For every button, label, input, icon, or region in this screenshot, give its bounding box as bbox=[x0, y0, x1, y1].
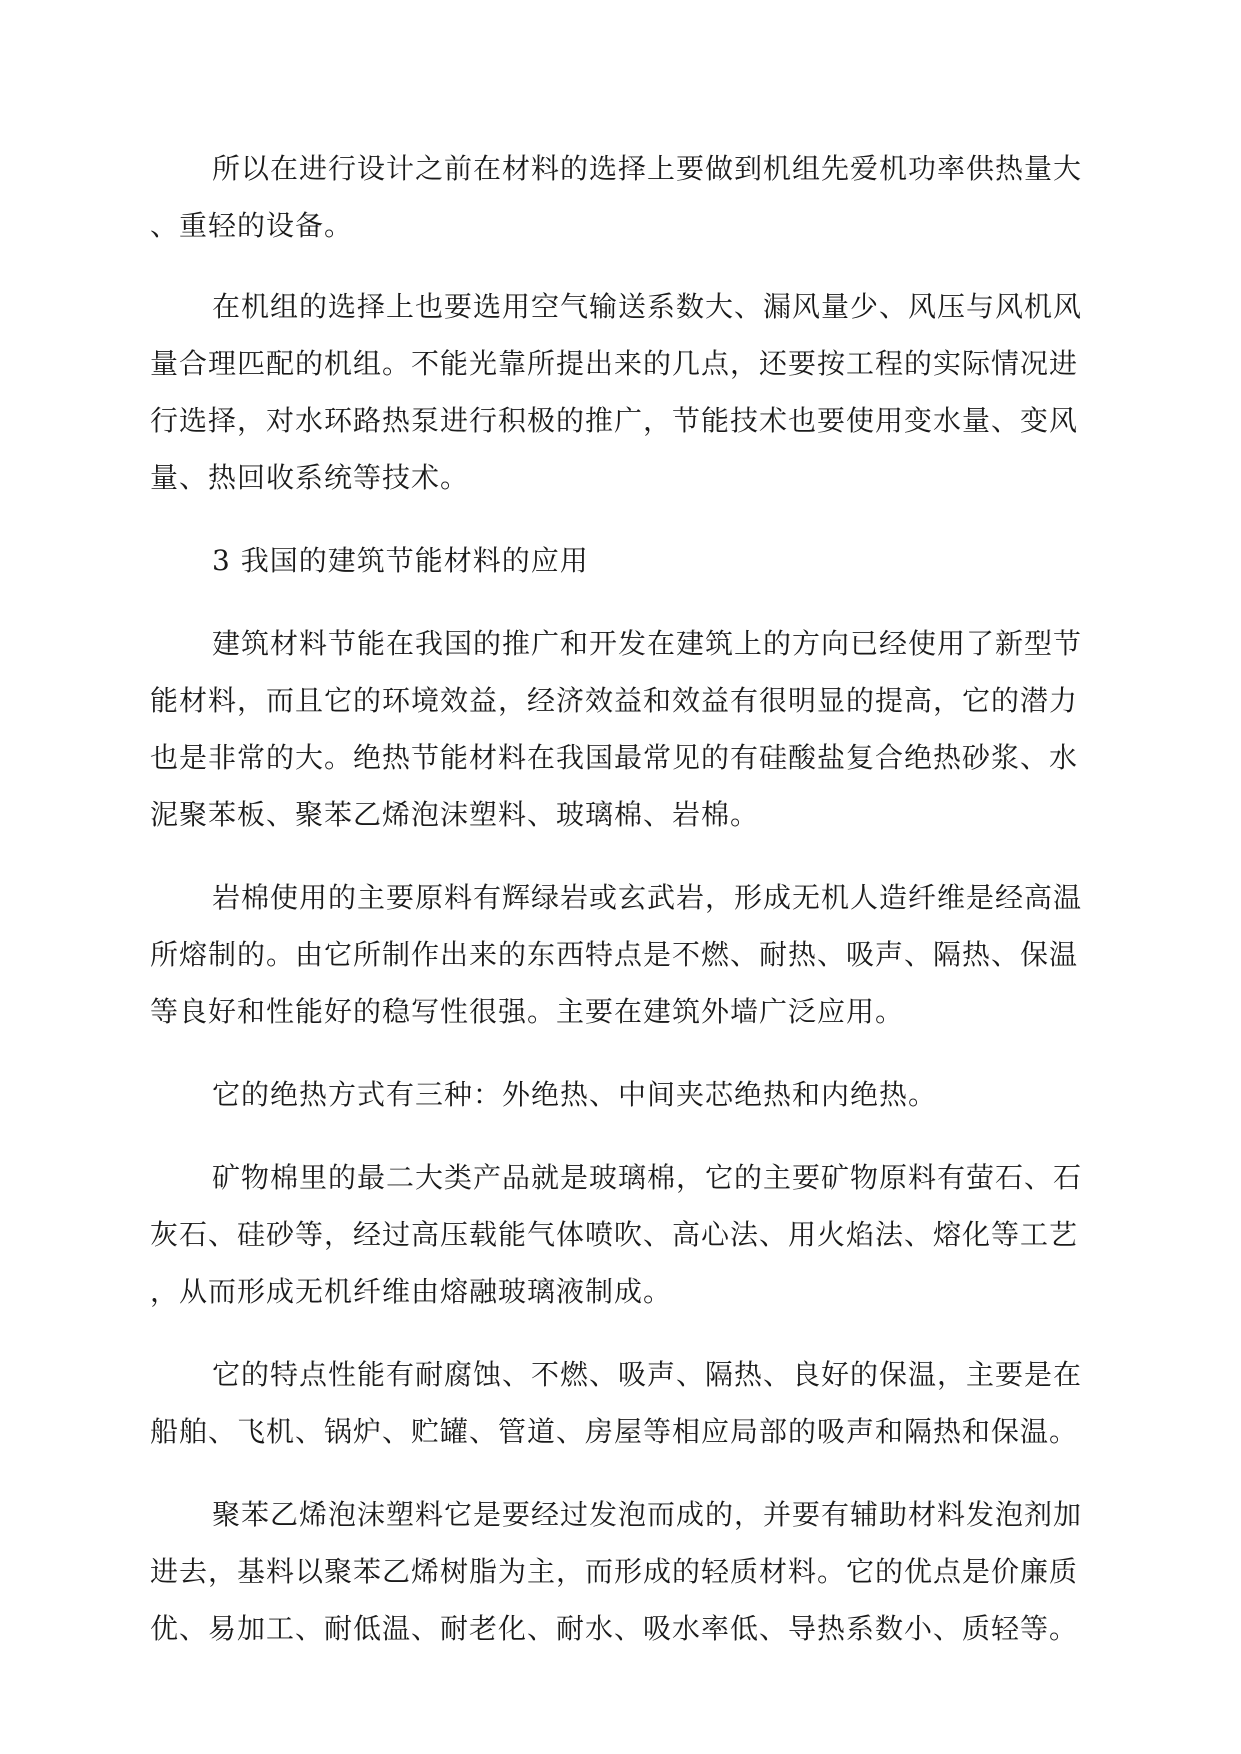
section-heading-energy-saving-materials: 3 我国的建筑节能材料的应用 bbox=[212, 544, 589, 577]
paragraph-material-selection: 所以在进行设计之前在材料的选择上要做到机组先爱机功率供热量大 、重轻的设备。 bbox=[150, 152, 1083, 242]
paragraph-building-materials: 建筑材料节能在我国的推广和开发在建筑上的方向已经使用了新型节 能材料，而且它的环境效益，经济效益和效益有很明显的提高，它的潜力 也是非常的大。绝热节能材料在我国最常见的有硅酸盐复合绝热砂浆、水 泥聚苯板、聚苯乙烯泡沫塑料、玻璃棉、岩棉。 bbox=[150, 627, 1083, 831]
document-page bbox=[150, 140, 1090, 1657]
paragraph-polystyrene-foam: 聚苯乙烯泡沫塑料它是要经过发泡而成的，并要有辅助材料发泡剂加 进去，基料以聚苯乙烯树脂为主，而形成的轻质材料。它的优点是价廉质 优、易加工、耐低温、耐老化、耐水、吸水率低、导热系数小、质轻等。 bbox=[150, 1498, 1083, 1645]
paragraph-glass-wool: 矿物棉里的最二大类产品就是玻璃棉，它的主要矿物原料有萤石、石 灰石、硅砂等，经过高压载能气体喷吹、高心法、用火焰法、熔化等工艺 ，从而形成无机纤维由熔融玻璃液制成。 bbox=[150, 1161, 1083, 1308]
paragraph-unit-selection: 在机组的选择上也要选用空气输送系数大、漏风量少、风压与风机风 量合理匹配的机组。不能光靠所提出来的几点，还要按工程的实际情况进 行选择，对水环路热泵进行积极的推广，节能技术也要使用变水量、变风 量、热回收系统等技术。 bbox=[150, 290, 1083, 494]
paragraph-insulation-methods: 它的绝热方式有三种：外绝热、中间夹芯绝热和内绝热。 bbox=[212, 1078, 938, 1111]
paragraph-glass-wool-properties: 它的特点性能有耐腐蚀、不燃、吸声、隔热、良好的保温，主要是在 船舶、飞机、锅炉、贮罐、管道、房屋等相应局部的吸声和隔热和保温。 bbox=[150, 1358, 1083, 1448]
paragraph-rock-wool: 岩棉使用的主要原料有辉绿岩或玄武岩，形成无机人造纤维是经高温 所熔制的。由它所制作出来的东西特点是不燃、耐热、吸声、隔热、保温 等良好和性能好的稳写性很强。主要在建筑外墙广泛应用。 bbox=[150, 881, 1083, 1028]
